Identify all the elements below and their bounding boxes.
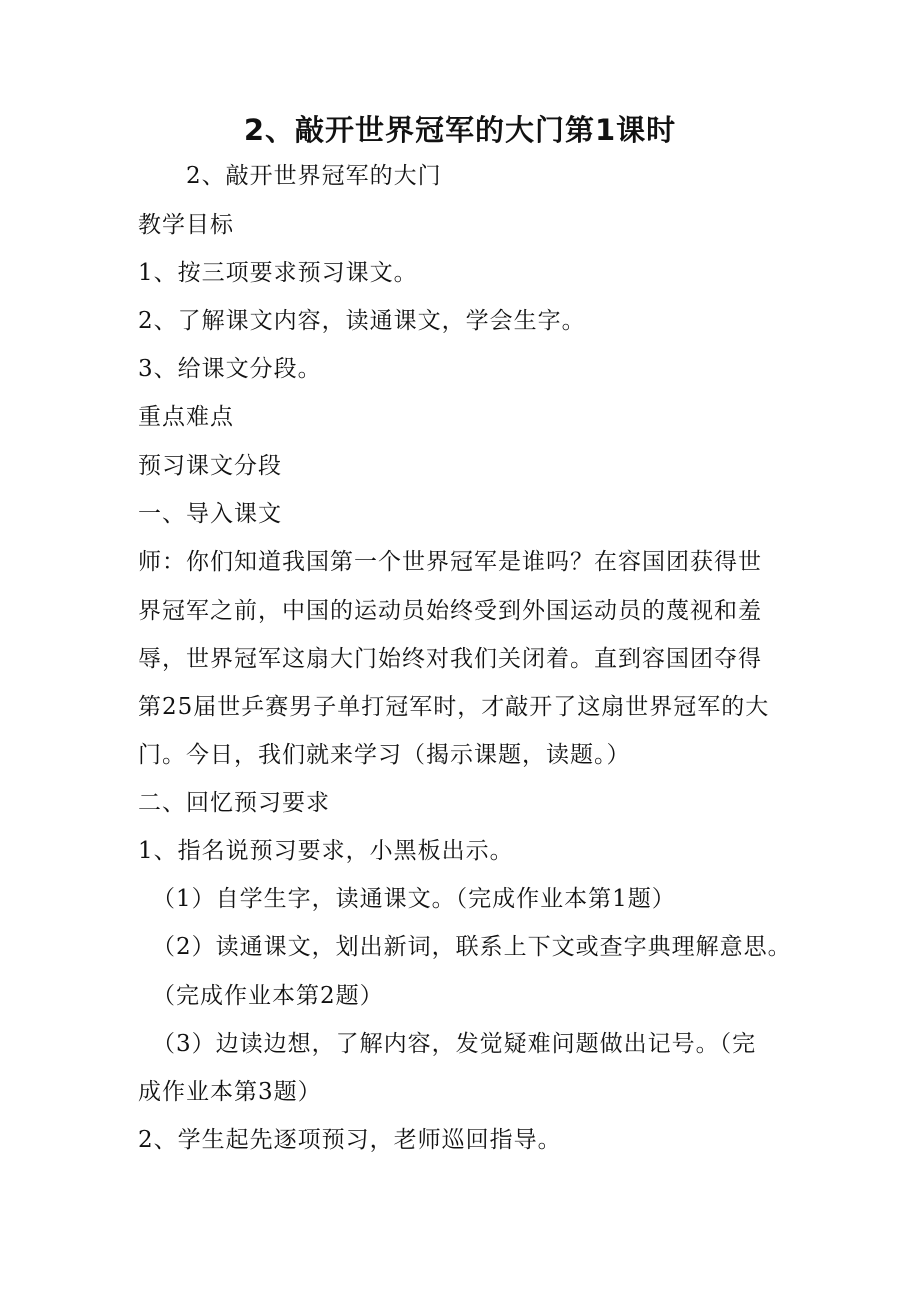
goal-item-2: 2、了解课文内容，读通课文，学会生字。 (138, 308, 586, 334)
step-1: 1、指名说预习要求，小黑板出示。 (138, 838, 514, 864)
requirement-2-continued: （完成作业本第2题） (152, 983, 384, 1009)
section2-heading: 二、回忆预习要求 (138, 790, 330, 816)
section1-paragraph-line: 辱，世界冠军这扇大门始终对我们关闭着。直到容国团夺得 (138, 646, 762, 672)
document-title: 2、敲开世界冠军的大门第1课时 (243, 113, 677, 147)
requirement-1: （1）自学生字，读通课文。（完成作业本第1题） (152, 886, 676, 912)
requirement-2: （2）读通课文，划出新词，联系上下文或查字典理解意思。 (152, 934, 792, 960)
goals-heading: 教学目标 (138, 212, 234, 238)
goal-item-1: 1、按三项要求预习课文。 (138, 260, 418, 286)
section1-paragraph-line: 门。今日，我们就来学习（揭示课题，读题。） (138, 742, 631, 768)
section1-paragraph-line: 第25届世乒赛男子单打冠军时，才敲开了这扇世界冠军的大 (138, 694, 770, 720)
requirement-3: （3）边读边想，了解内容，发觉疑难问题做出记号。（完 (152, 1031, 757, 1057)
lesson-subtitle: 2、敲开世界冠军的大门 (186, 163, 442, 189)
step-2: 2、学生起先逐项预习，老师巡回指导。 (138, 1127, 562, 1153)
key-points-text: 预习课文分段 (138, 453, 282, 479)
section1-paragraph-line: 界冠军之前，中国的运动员始终受到外国运动员的蔑视和羞 (138, 598, 762, 624)
section1-heading: 一、导入课文 (138, 501, 282, 527)
goal-item-3: 3、给课文分段。 (138, 356, 322, 382)
key-points-heading: 重点难点 (138, 404, 234, 430)
requirement-3-continued: 成作业本第3题） (138, 1079, 322, 1105)
section1-paragraph-line: 师：你们知道我国第一个世界冠军是谁吗？在容国团获得世 (138, 549, 762, 575)
